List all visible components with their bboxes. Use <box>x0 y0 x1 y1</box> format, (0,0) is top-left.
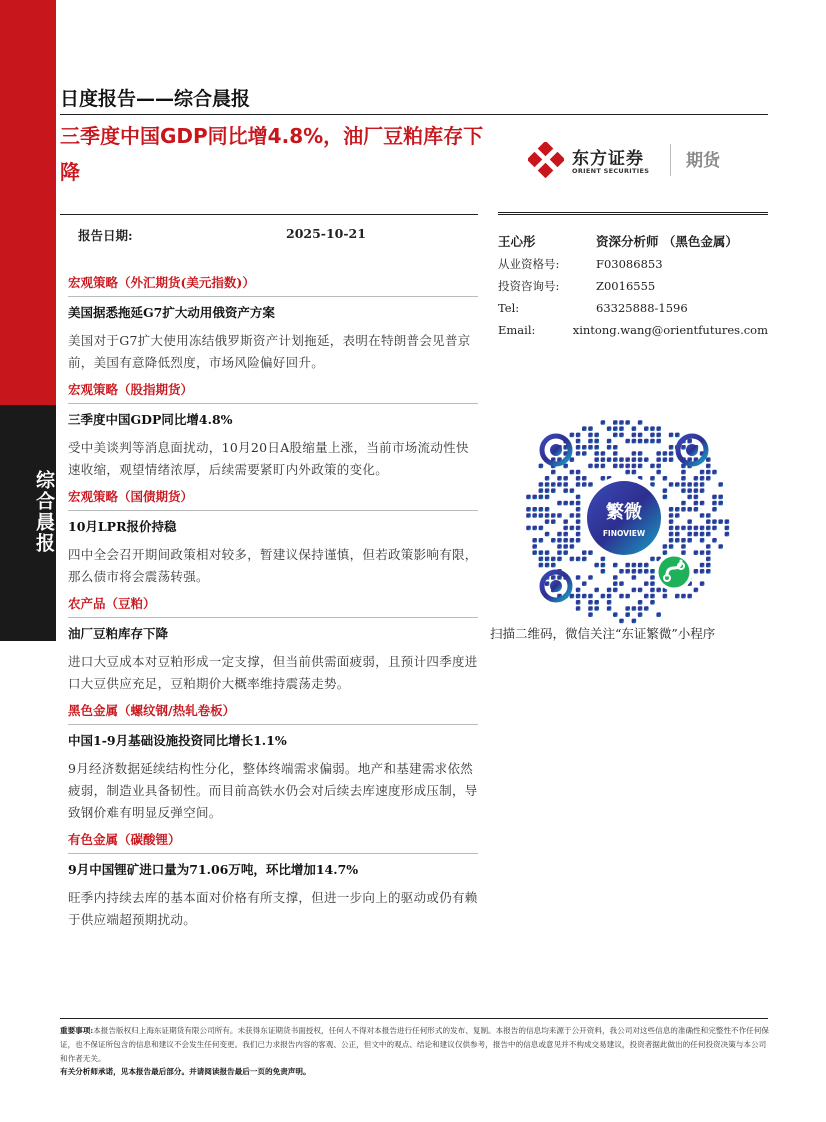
section-divider <box>68 403 478 404</box>
footer-note: 有关分析师承诺，见本报告最后部分。并请阅读报告最后一页的免责声明。 <box>60 1067 311 1076</box>
analyst-row-value: 63325888-1596 <box>596 301 688 315</box>
section-nonferrous-lithium <box>68 827 478 931</box>
section-agri-soymeal <box>68 591 478 695</box>
logo-tag: 期货 <box>686 151 720 171</box>
section-divider <box>68 296 478 297</box>
section-macro-bond <box>68 484 478 588</box>
analyst-row-value: F03086853 <box>596 257 663 271</box>
page-title: 三季度中国GDP同比增4.8%，油厂豆粕库存下降 <box>60 124 484 184</box>
report-body <box>68 270 478 934</box>
section-title: 有色金属（碳酸锂） <box>68 832 181 847</box>
analyst-row-label: Email: <box>498 323 536 337</box>
section-divider <box>68 724 478 725</box>
section-text: 美国对于G7扩大使用冻结俄罗斯资产计划拖延，表明在特朗普会见普京前，美国有意降低烈度，市场风险偏好回升。 <box>68 333 471 370</box>
section-text: 9月经济数据延续结构性分化，整体终端需求偏弱。地产和基建需求依然疲弱，制造业具备韧性。而目前高铁水仍会对后续去库速度形成压制，导致钢价难有明显反弹空间。 <box>68 761 478 820</box>
analyst-role: 资深分析师 （黑色金属） <box>596 234 738 249</box>
analyst-row <box>498 297 768 319</box>
section-ferrous <box>68 698 478 824</box>
analyst-row-value: Z0016555 <box>596 279 656 293</box>
section-divider <box>68 617 478 618</box>
section-headline: 三季度中国GDP同比增4.8% <box>68 412 233 427</box>
section-macro-equity <box>68 377 478 481</box>
section-divider <box>68 853 478 854</box>
footer-disclaimer <box>60 1024 772 1066</box>
qr-caption: 扫描二维码，微信关注“东证繁微”小程序 <box>490 626 716 641</box>
footer-text: 本报告版权归上海东证期货有限公司所有。未获得东证期货书面授权，任何人不得对本报告进行任何形式的发布、复制。本报告的信息均来源于公开资料，我公司对这些信息的准确性和完整性不作任何保证，也不保证所包含的信息和建议不会发生任何变更。我们已力求报告内容的客观、公正，但文中的观点、结论和建议仅供参考，报告中的信息或意见并不构成交易建议，投资者据此做出的任何投资决策与本公司和作者无关。 <box>60 1026 770 1063</box>
section-macro-fx <box>68 270 478 374</box>
analyst-email[interactable]: xintong.wang@orientfutures.com <box>572 323 768 337</box>
logo-divider <box>670 144 671 176</box>
section-text: 四中全会召开期间政策相对较多，暂建议保持谨慎，但若政策影响有限，那么债市将会震荡转强。 <box>68 547 478 584</box>
report-date-value: 2025-10-21 <box>286 226 366 241</box>
section-title: 黑色金属（螺纹钢/热轧卷板） <box>68 703 236 718</box>
sidebar-red-band <box>0 0 56 405</box>
header-divider <box>60 114 768 115</box>
qr-center-cn: 繁微 <box>606 502 642 523</box>
analyst-row-label: 投资咨询号: <box>498 279 560 293</box>
footer-divider <box>60 1018 768 1019</box>
section-headline: 9月中国锂矿进口量为71.06万吨，环比增加14.7% <box>68 862 359 877</box>
company-logo <box>528 140 768 180</box>
logo-name-cn: 东方证券 <box>572 149 644 169</box>
analyst-name-row <box>498 231 768 253</box>
qr-code-icon <box>518 412 730 624</box>
qr-center-en: FINOVIEW <box>602 529 646 538</box>
analyst-row-label: 从业资格号: <box>498 257 560 271</box>
wechat-qr-code[interactable] <box>518 412 730 624</box>
report-date-row <box>60 214 478 253</box>
report-date-label: 报告日期: <box>78 228 133 243</box>
sidebar-label: 综合晨报 <box>33 470 55 554</box>
analyst-row <box>498 275 768 297</box>
section-text: 进口大豆成本对豆粕形成一定支撑，但当前供需面疲弱，且预计四季度进口大豆供应充足，豆粕期价大概率维持震荡走势。 <box>68 654 478 691</box>
analyst-top-rule <box>498 212 768 213</box>
section-text: 受中美谈判等消息面扰动，10月20日A股缩量上涨，当前市场流动性快速收缩，观望情绪浓厚，后续需要紧盯内外政策的变化。 <box>68 440 469 477</box>
section-title: 农产品（豆粕） <box>68 596 156 611</box>
logo-diamond-icon <box>528 142 564 178</box>
section-headline: 中国1-9月基础设施投资同比增长1.1% <box>68 733 287 748</box>
section-text: 旺季内持续去库的基本面对价格有所支撑，但进一步向上的驱动或仍有赖于供应端超预期扰动。 <box>68 890 478 927</box>
mini-program-icon <box>659 557 690 588</box>
section-headline: 美国据悉拖延G7扩大动用俄资产方案 <box>68 305 275 320</box>
section-title: 宏观策略（国债期货） <box>68 489 194 504</box>
section-title: 宏观策略（股指期货） <box>68 382 194 397</box>
section-headline: 油厂豆粕库存下降 <box>68 626 169 641</box>
section-headline: 10月LPR报价持稳 <box>68 519 177 534</box>
analyst-info <box>498 214 768 341</box>
analyst-row-label: Tel: <box>498 301 520 315</box>
section-title: 宏观策略（外汇期货(美元指数)） <box>68 275 255 290</box>
analyst-row <box>498 253 768 275</box>
doc-type: 日度报告——综合晨报 <box>60 88 251 110</box>
analyst-row <box>498 319 768 341</box>
section-divider <box>68 510 478 511</box>
footer-label: 重要事项: <box>60 1026 94 1035</box>
logo-name-en: ORIENT SECURITIES <box>572 167 650 175</box>
analyst-name: 王心彤 <box>498 234 536 249</box>
